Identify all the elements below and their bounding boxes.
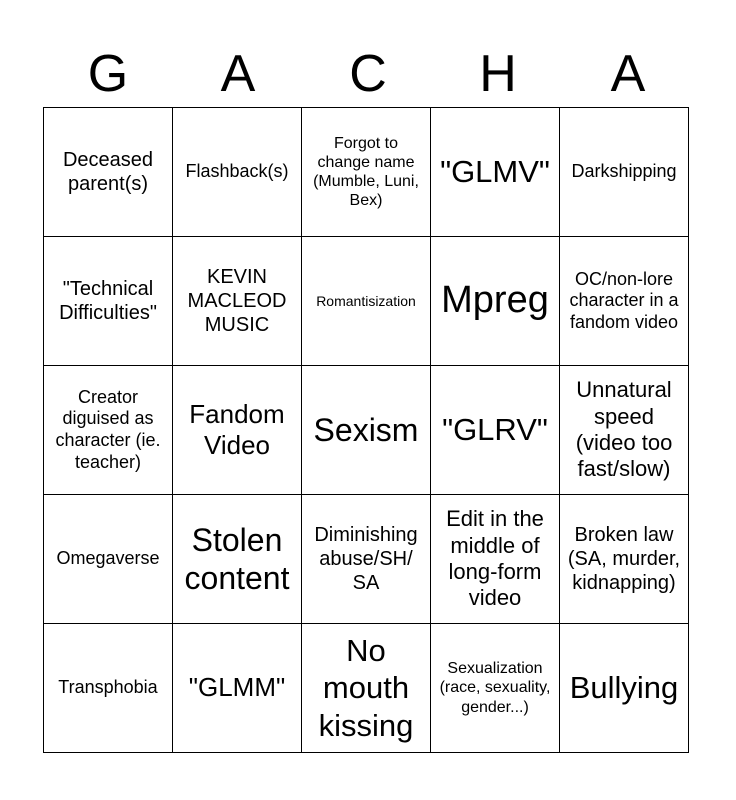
bingo-cell[interactable]: Forgot to change name (Mumble, Luni, Bex)	[302, 108, 431, 237]
bingo-cell[interactable]: KEVIN MACLEOD MUSIC	[173, 237, 302, 366]
bingo-cell[interactable]: OC/non-lore character in a fandom video	[560, 237, 689, 366]
bingo-cell[interactable]: Romantisization	[302, 237, 431, 366]
header-letter-c: C	[349, 45, 387, 103]
bingo-header	[43, 40, 693, 108]
bingo-cell[interactable]: Broken law (SA, murder, kidnapping)	[560, 495, 689, 624]
bingo-cell[interactable]: Creator diguised as character (ie. teacher)	[44, 366, 173, 495]
bingo-cell[interactable]: "Technical Difficulties"	[44, 237, 173, 366]
board-row	[44, 366, 689, 495]
bingo-cell[interactable]: Unnatural speed (video too fast/slow)	[560, 366, 689, 495]
board-row	[44, 237, 689, 366]
bingo-cell[interactable]: No mouth kissing	[302, 624, 431, 753]
bingo-cell[interactable]: Flashback(s)	[173, 108, 302, 237]
board-row	[44, 624, 689, 753]
board-row	[44, 108, 689, 237]
bingo-cell[interactable]: "GLMV"	[431, 108, 560, 237]
header-letter-h: H	[479, 45, 517, 103]
bingo-cell[interactable]: Diminishing abuse/SH/ SA	[302, 495, 431, 624]
header-letter-g: G	[87, 45, 129, 103]
bingo-cell[interactable]: Sexism	[302, 366, 431, 495]
bingo-cell[interactable]: Fandom Video	[173, 366, 302, 495]
bingo-cell[interactable]: Darkshipping	[560, 108, 689, 237]
bingo-cell[interactable]: Omegaverse	[44, 495, 173, 624]
bingo-cell[interactable]: Transphobia	[44, 624, 173, 753]
header-letter-a-2: A	[610, 45, 646, 103]
bingo-cell[interactable]: Mpreg	[431, 237, 560, 366]
bingo-cell[interactable]: "GLMM"	[173, 624, 302, 753]
board-row	[44, 495, 689, 624]
bingo-cell[interactable]: Edit in the middle of long-form video	[431, 495, 560, 624]
bingo-cell[interactable]: Sexualization (race, sexuality, gender...)	[431, 624, 560, 753]
bingo-cell[interactable]: "GLRV"	[431, 366, 560, 495]
header-letter-a: A	[220, 45, 256, 103]
bingo-cell[interactable]: Bullying	[560, 624, 689, 753]
bingo-cell[interactable]: Deceased parent(s)	[44, 108, 173, 237]
bingo-cell[interactable]: Stolen content	[173, 495, 302, 624]
bingo-board	[43, 107, 689, 753]
